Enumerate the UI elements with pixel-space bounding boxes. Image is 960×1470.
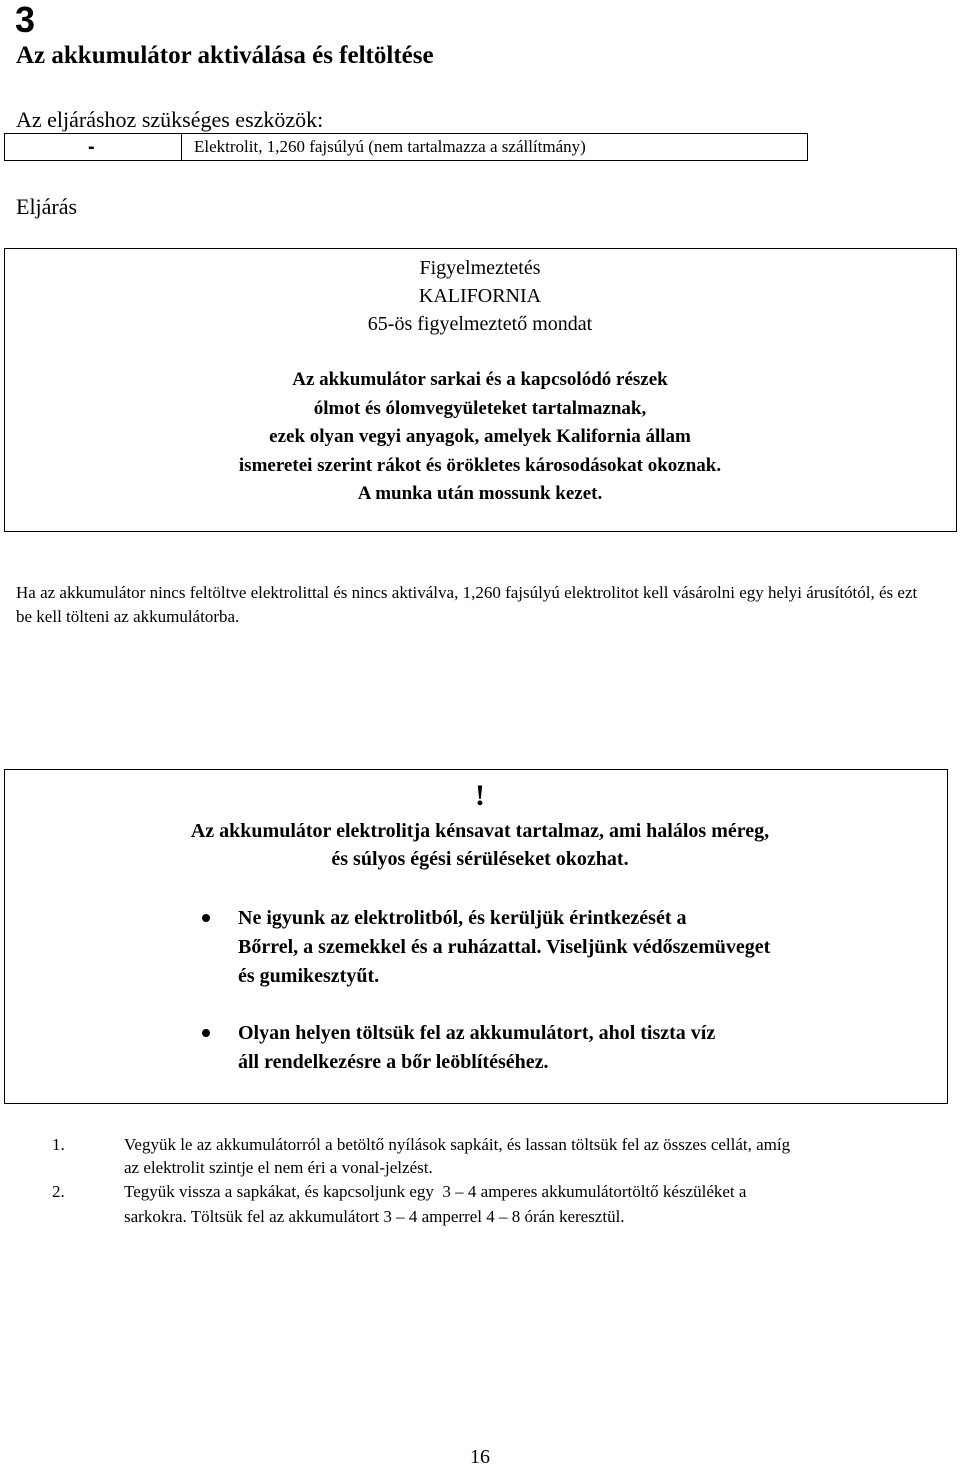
- tools-table-divider: [181, 133, 182, 161]
- california-warning-line: ezek olyan vegyi anyagok, amelyek Kalifornia állam: [269, 426, 691, 447]
- bullet-icon: [202, 914, 210, 922]
- page-number: 16: [470, 1446, 490, 1468]
- step-number: 2.: [52, 1182, 65, 1201]
- step-text-line: Tegyük vissza a sapkákat, és kapcsoljunk egy 3 – 4 amperes akkumulátortöltő készüléket a: [124, 1182, 747, 1201]
- acid-warning-line: és súlyos égési sérüléseket okozhat.: [331, 848, 629, 870]
- acid-warning-bullet-line: és gumikesztyűt.: [238, 965, 380, 987]
- california-warning-title: Figyelmeztetés: [419, 257, 541, 279]
- chapter-number: 3: [15, 0, 36, 40]
- tools-item-marker: -: [88, 136, 95, 158]
- tools-heading: Az eljáráshoz szükséges eszközök:: [16, 107, 324, 132]
- acid-warning-bullet-line: Olyan helyen töltsük fel az akkumulátort, ahol tiszta víz: [238, 1022, 716, 1044]
- step-number: 1.: [52, 1135, 65, 1154]
- acid-warning-bullet-line: Ne igyunk az elektrolitból, és kerüljük érintkezését a: [238, 907, 687, 929]
- step-text-line: az elektrolit szintje el nem éri a vonal-jelzést.: [124, 1158, 433, 1177]
- california-warning-line: A munka után mossunk kezet.: [357, 483, 603, 504]
- procedure-heading: Eljárás: [16, 194, 78, 219]
- california-warning-subtitle: 65-ös figyelmeztető mondat: [367, 313, 593, 335]
- chapter-title: Az akkumulátor aktiválása és feltöltése: [16, 42, 434, 69]
- acid-warning-line: Az akkumulátor elektrolitja kénsavat tartalmaz, ami halálos méreg,: [190, 820, 770, 842]
- california-warning-line: ólmot és ólomvegyületeket tartalmaznak,: [313, 398, 647, 419]
- step-text-line: sarkokra. Töltsük fel az akkumulátort 3 – 4 amperrel 4 – 8 órán keresztül.: [124, 1207, 625, 1226]
- california-warning-state: KALIFORNIA: [418, 285, 542, 307]
- exclamation-icon: !: [475, 779, 485, 812]
- intro-paragraph: Ha az akkumulátor nincs feltöltve elektrolittal és nincs aktiválva, 1,260 fajsúlyú elektrolitot kell vásárolni egy helyi árusítótól, és ezt be kell tölteni az akkumulátorba.: [16, 583, 918, 626]
- acid-warning-bullet-line: áll rendelkezésre a bőr leöblítéséhez.: [238, 1051, 549, 1073]
- california-warning-line: ismeretei szerint rákot és örökletes károsodásokat okoznak.: [238, 455, 722, 476]
- step-text-line: Vegyük le az akkumulátorról a betöltő nyílások sapkáit, és lassan töltsük fel az összes cellát, amíg: [124, 1135, 791, 1154]
- california-warning-line: Az akkumulátor sarkai és a kapcsolódó részek: [292, 369, 668, 390]
- tools-item: Elektrolit, 1,260 fajsúlyú (nem tartalmazza a szállítmány): [194, 137, 586, 156]
- acid-warning-bullet-line: Bőrrel, a szemekkel és a ruházattal. Viseljünk védőszemüveget: [238, 936, 771, 958]
- bullet-icon: [202, 1029, 210, 1037]
